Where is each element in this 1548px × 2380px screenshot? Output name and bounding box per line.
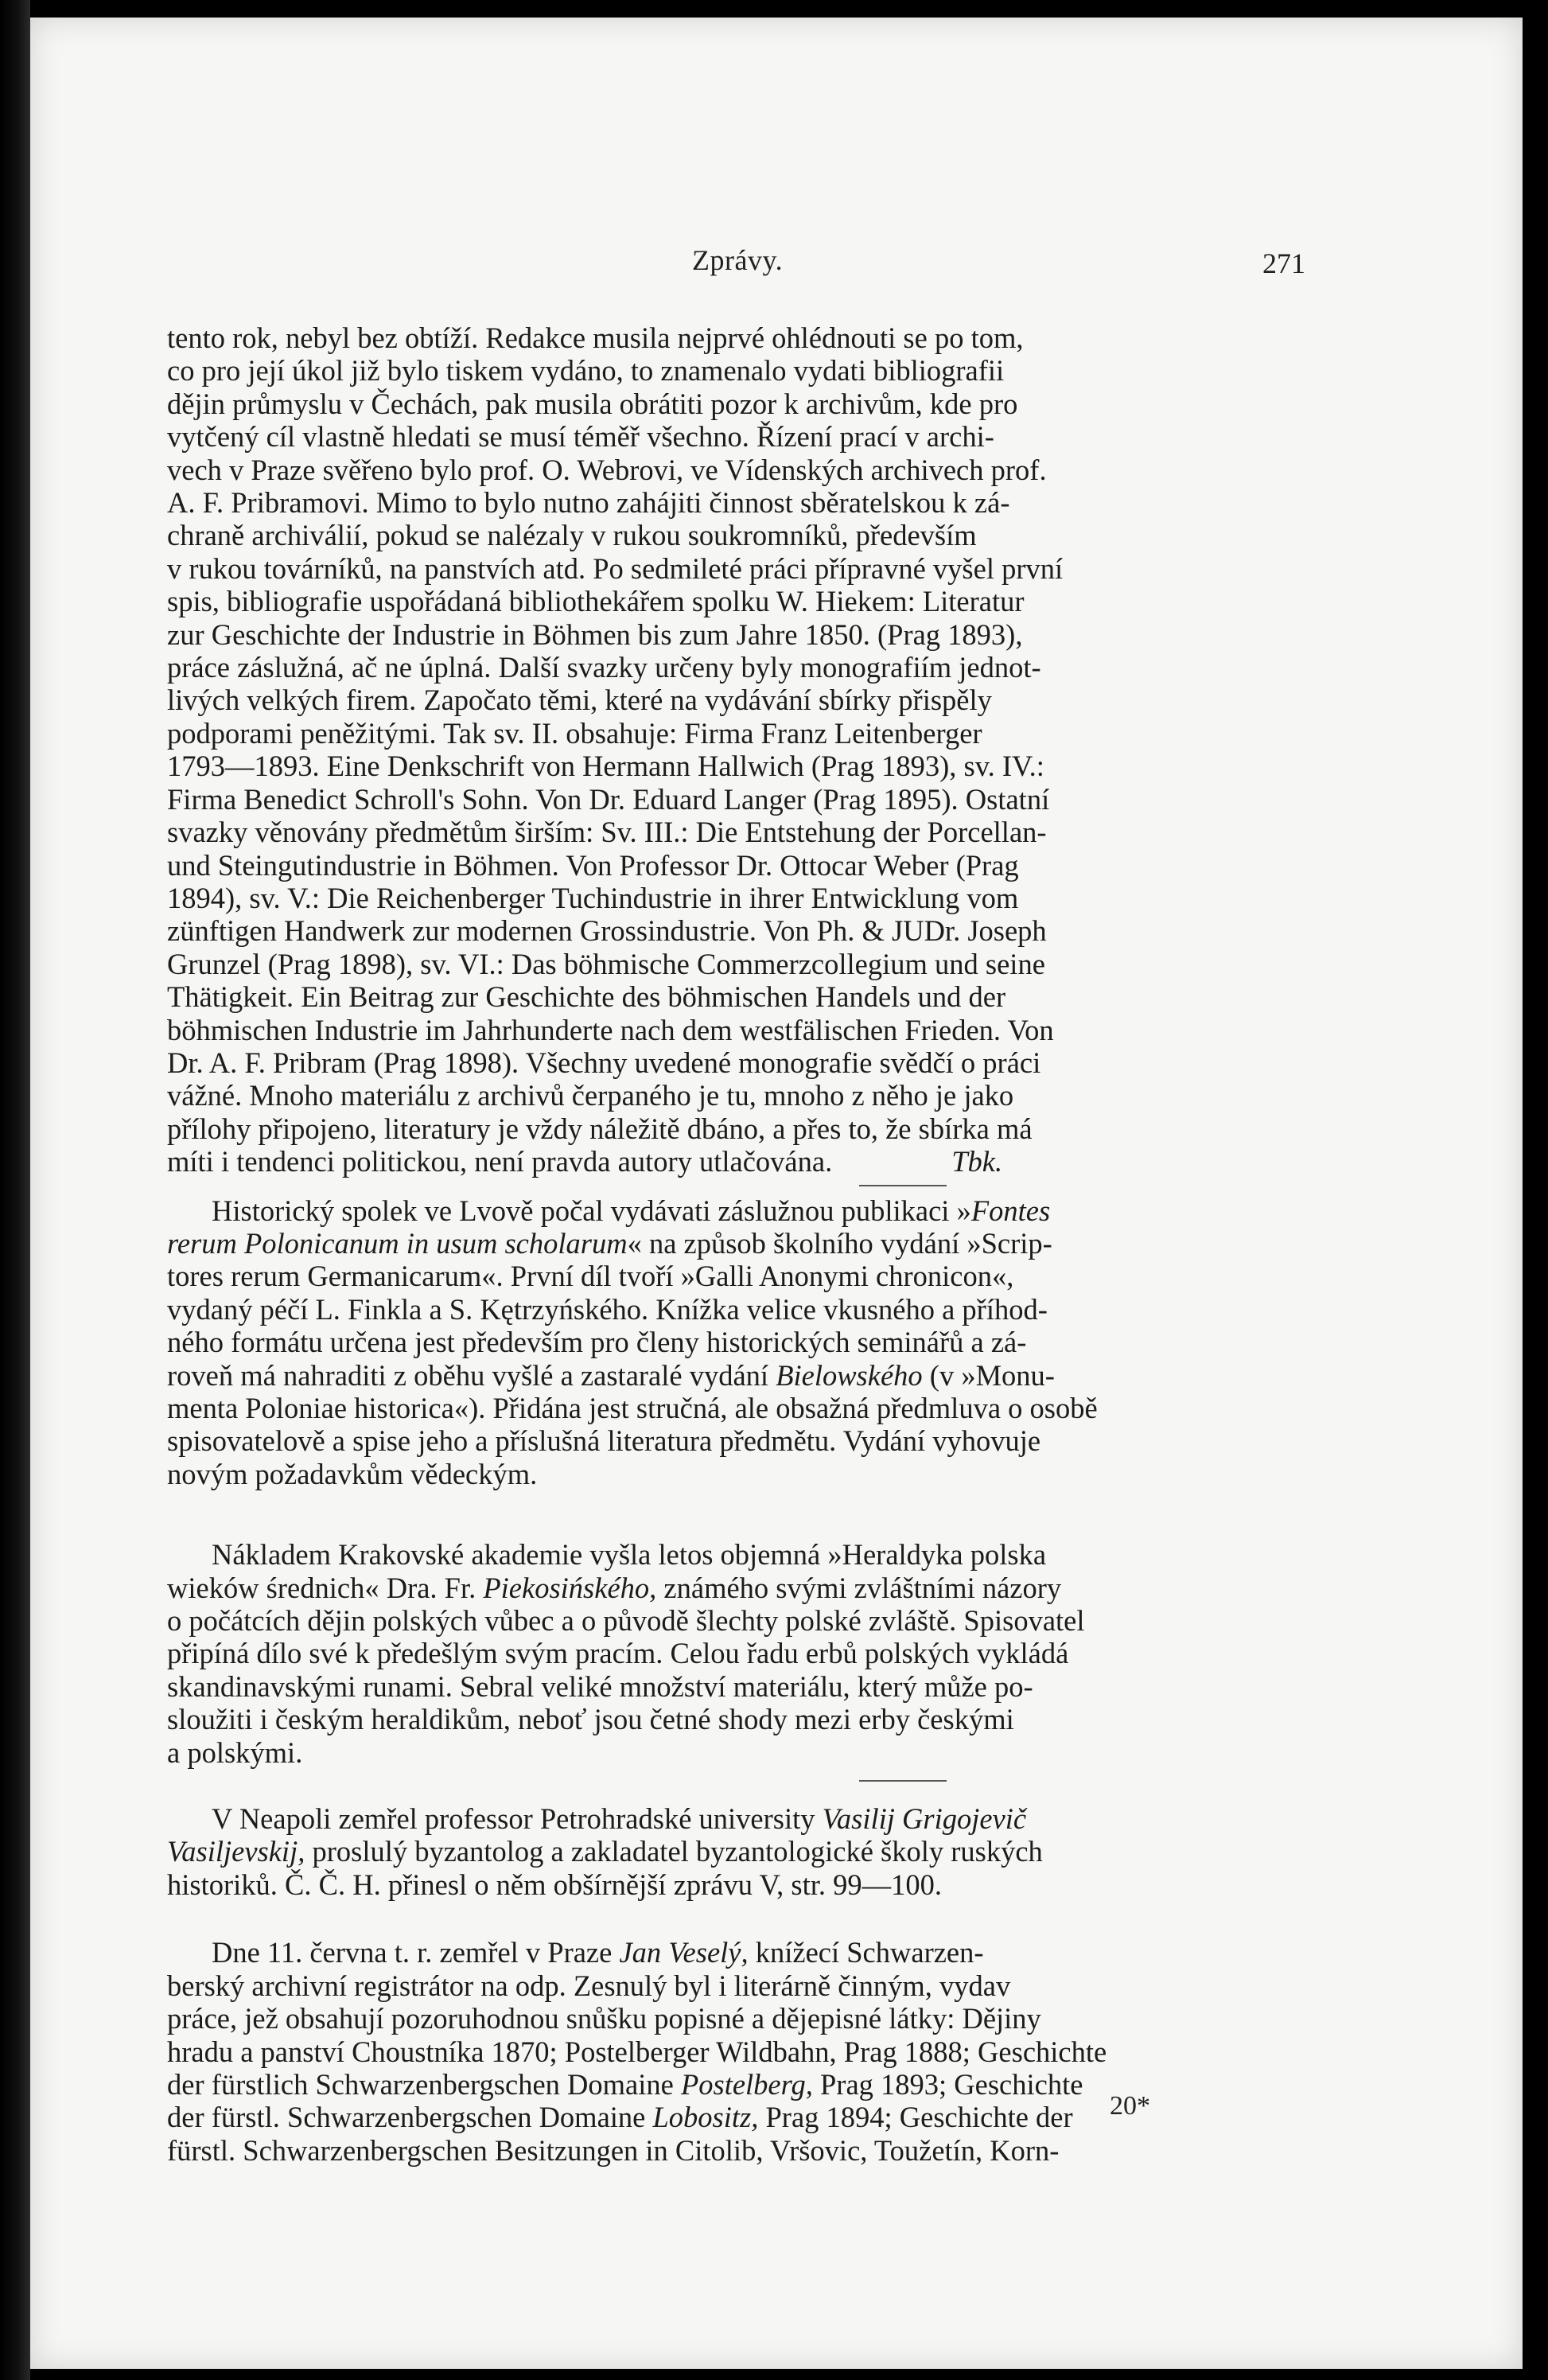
text-line: vytčený cíl vlastně hledati se musí téměř všechno. Řízení prací v archi- [167,420,994,454]
text-line: Nákladem Krakovské akademie vyšla letos objemná »Heraldyka polska [212,1538,1047,1572]
text-run: der fürstlich Schwarzenbergschen Domaine [167,2067,681,2101]
text-line: vážné. Mnoho materiálu z archivů čerpaného je tu, mnoho z něho je jako [167,1079,1014,1112]
article-heraldyka [167,1538,1297,1769]
text-line-last [167,1145,1297,1178]
text-run: der fürstl. Schwarzenbergschen Domaine [167,2101,653,2134]
text-line: böhmischen Industrie im Jahrhunderte nach dem westfälischen Frieden. Von [167,1013,1054,1046]
text-line: vydaný péčí L. Finkla a S. Kętrzyńského. Knížka velice vkusného a příhod- [167,1292,1048,1326]
text-line: vech v Praze svěřeno bylo prof. O. Webrovi, ve Vídenských archivech prof. [167,453,1047,486]
running-head: Zprávy. [692,244,784,276]
page-header [0,243,1548,283]
text-run: V Neapoli zemřel professor Petrohradské university [212,1802,823,1836]
author-signoff: Tbk. [951,1145,1003,1178]
text-line: berský archivní registrátor na odp. Zesnulý byl i literárně činným, vydav [167,1969,1011,2002]
signature-mark: 20* [1110,2091,1150,2121]
text-run: Prag 1893; Geschichte [812,2067,1083,2101]
text-run: Historický spolek ve Lvově počal vydávati záslužnou publikaci » [212,1194,971,1227]
section-spacer [859,1514,947,1516]
text-line: přílohy připojeno, literatury je vždy náležitě dbáno, a přes to, že sbírka má [167,1112,1033,1145]
section-spacer [859,1922,947,1923]
text-line: Thätigkeit. Ein Beitrag zur Geschichte des böhmischen Handels und der [167,980,1006,1014]
scan-edge [0,0,30,2380]
name-italic: Vasilij Grigojevič [822,1802,1027,1836]
text-line: novým požadavkům vědeckým. [167,1457,538,1490]
text-line: práce záslužná, ač ne úplná. Další svazky určeny byly monografiím jednot- [167,651,1041,684]
text-line: Dr. A. F. Pribram (Prag 1898). Všechny uvedené monografie svědčí o práci [167,1046,1041,1079]
text-run: knížecí Schwarzen- [748,1936,984,1969]
text-line: 1894), sv. V.: Die Reichenberger Tuchindustrie in ihrer Entwicklung vom [167,881,1019,914]
text-line: zur Geschichte der Industrie in Böhmen bis zum Jahre 1850. (Prag 1893), [167,617,1023,651]
text-line [167,1835,1297,1868]
text-run: Prag 1894; Geschichte der [758,2101,1073,2134]
text-run: « na způsob školního vydání »Scrip- [627,1226,1052,1260]
text-line: A. F. Pribramovi. Mimo to bylo nutno zahájiti činnost sběratelskou k zá- [167,486,1010,520]
section-divider [859,1780,947,1782]
text-line: práce, jež obsahují pozoruhodnou snůšku popisné a dějepisné látky: Dějiny [167,2002,1041,2035]
text-run: proslulý byzantolog a zakladatel byzantologické školy ruských [305,1835,1043,1868]
text-line: v rukou továrníků, na panstvích atd. Po sedmileté práci přípravné vyšel první [167,551,1064,585]
text-line: menta Poloniae historica«). Přidána jest stručná, ale obsažná předmluva o osobě [167,1392,1098,1424]
text-line: 1793—1893. Eine Denkschrift von Hermann Hallwich (Prag 1893), sv. IV.: [167,750,1044,783]
text-line: podporami peněžitými. Tak sv. II. obsahuje: Firma Franz Leitenberger [167,716,982,750]
text-line [167,1802,1297,1835]
name-italic: Bielowského [776,1358,923,1392]
text-line [167,1572,1297,1604]
text-run: roveň má nahraditi z oběhu vyšlé a zastaralé vydání [167,1358,776,1392]
text-line: a polskými. [167,1735,303,1769]
text-line: spis, bibliografie uspořádaná bibliothekářem spolku W. Hiekem: Literatur [167,585,1025,618]
text-line: o počátcích dějin polských vůbec a o původě šlechty polské zvláště. Spisovatel [167,1604,1085,1638]
name-italic: Vasiljevskij, [167,1835,305,1868]
text-line: připíná dílo své k předešlým svým pracím. Celou řadu erbů polských vykládá [167,1637,1069,1670]
text-run: Dne 11. června t. r. zemřel v Praze [212,1936,620,1969]
article-vasiljevskij [167,1802,1297,1901]
text-line: co pro její úkol již bylo tiskem vydáno, to znamenalo vydati bibliografii [167,354,1005,388]
page-number: 271 [1262,247,1305,279]
text-run: známého svými zvláštními názory [656,1571,1062,1604]
text-line [167,1359,1297,1392]
text-line: und Steingutindustrie in Böhmen. Von Professor Dr. Ottocar Weber (Prag [167,848,1019,882]
page-body [167,321,1297,2167]
article-vesely [167,1936,1297,2167]
section-divider [859,1185,947,1186]
text-line: skandinavskými runami. Sebral veliké množství materiálu, který může po- [167,1669,1033,1703]
text-line: hradu a panství Choustníka 1870; Postelberger Wildbahn, Prag 1888; Geschichte [167,2035,1107,2068]
article-fontes [167,1194,1297,1491]
text-line: historiků. Č. Č. H. přinesl o něm obšírnější zprávu V, str. 99—100. [167,1868,942,1901]
text-line: ného formátu určena jest především pro členy historických seminářů a zá- [167,1326,1027,1359]
text-line: chraně archiválií, pokud se nalézaly v rukou soukromníků, především [167,519,977,552]
text-line: tento rok, nebyl bez obtíží. Redakce musila nejprvé ohlédnouti se po tom, [167,321,1024,354]
text-run: wieków średnich« Dra. Fr. [167,1571,484,1604]
text-line [167,1194,1297,1227]
text-line: tores rerum Germanicarum«. První díl tvoří »Galli Anonymi chronicon«, [167,1260,1014,1293]
title-italic: rerum Polonicanum in usum scholarum [167,1226,628,1260]
text-line: svazky věnovány předmětům širším: Sv. III.: Die Entstehung der Porcellan- [167,816,1047,849]
name-italic: Piekosińského, [483,1571,657,1604]
text-line: Grunzel (Prag 1898), sv. VI.: Das böhmische Commerzcollegium und seine [167,947,1045,980]
text-line: fürstl. Schwarzenbergschen Besitzungen in Citolib, Vršovic, Toužetín, Korn- [167,2133,1060,2167]
text-line: dějin průmyslu v Čechách, pak musila obrátiti pozor k archivům, kde pro [167,387,1018,420]
text-line [167,1936,1297,1969]
text-line: livých velkých firem. Započato těmi, které na vydávání sbírky přispěly [167,684,992,717]
text-line: zünftigen Handwerk zur modernen Grossindustrie. Von Ph. & JUDr. Joseph [167,914,1047,948]
article-continued [167,321,1297,1178]
text-line [167,1227,1297,1260]
last-line-text: míti i tendenci politickou, není pravda autory utlačována. [167,1145,833,1178]
text-line: spisovatelově a spise jeho a příslušná literatura předmětu. Vydání vyhovuje [167,1424,1041,1458]
text-line: Firma Benedict Schroll's Sohn. Von Dr. Eduard Langer (Prag 1895). Ostatní [167,782,1050,816]
text-run: (v »Monu- [922,1358,1055,1392]
name-italic: Jan Veselý, [619,1936,749,1969]
place-italic: Postelberg, [680,2067,813,2101]
title-italic: Fontes [970,1194,1051,1227]
text-line: sloužiti i českým heraldikům, neboť jsou četné shody mezi erby českými [167,1703,1014,1736]
place-italic: Lobositz, [652,2101,759,2134]
